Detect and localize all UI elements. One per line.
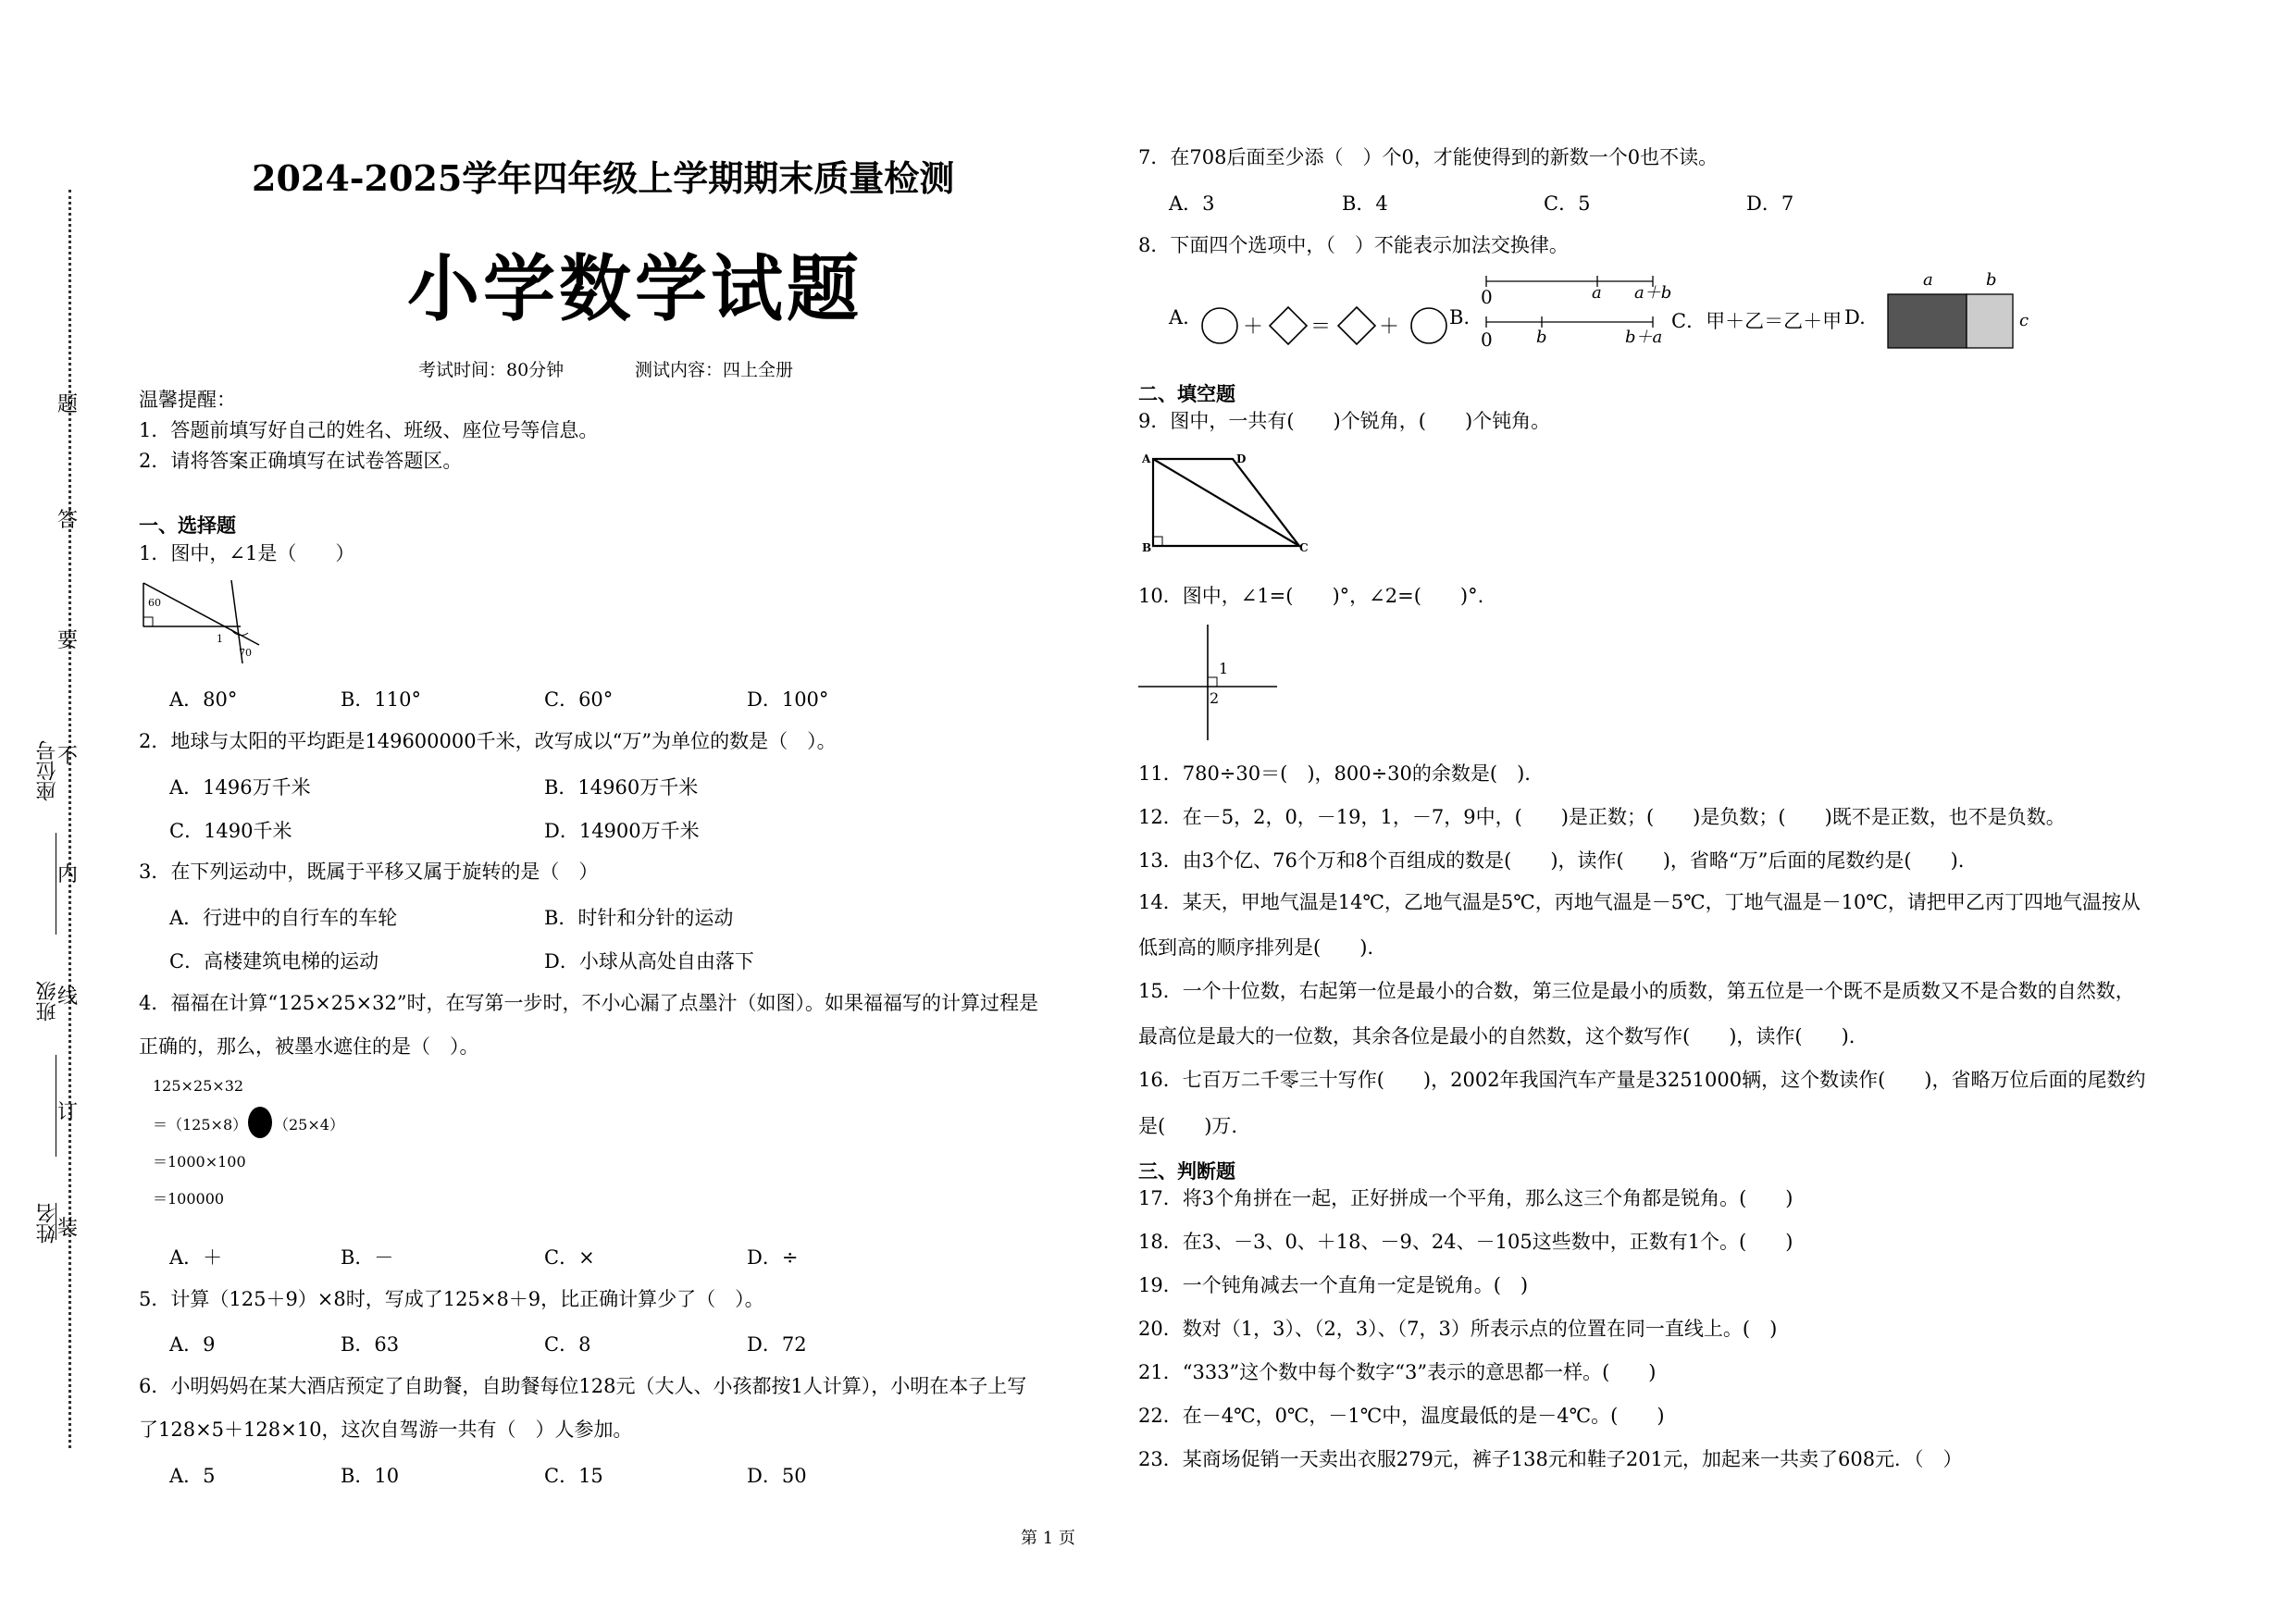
q11-text: 11．780÷30＝( )，800÷30的余数是( ).	[1138, 762, 1531, 785]
svg-text:＋: ＋	[1379, 316, 1400, 339]
q8-text: 8．下面四个选项中，（ ）不能表示加法交换律。	[1138, 234, 1569, 256]
binding-char: 内	[57, 863, 79, 886]
q3-text: 3．在下列运动中，既属于平移又属于旋转的是（ ）	[139, 861, 599, 883]
q8-option-a-shapes	[1199, 302, 1451, 350]
q16-text-cont: 是( )万.	[1138, 1115, 1238, 1137]
q10-angle-1: 1	[1219, 660, 1229, 677]
q17-text: 17．将3个角拼在一起，正好拼成一个平角，那么这三个角都是锐角。( )	[1138, 1187, 1793, 1209]
exam-title: 2024-2025学年四年级上学期期末质量检测	[252, 157, 955, 199]
q3-option-a[interactable]: A．行进中的自行车的车轮	[169, 907, 398, 929]
binding-char: 题	[57, 393, 79, 416]
q2-option-a[interactable]: A．1496万千米	[169, 776, 311, 799]
q9-text: 9．图中，一共有( )个锐角，( )个钝角。	[1138, 410, 1551, 432]
q7-option-c[interactable]: C．5	[1544, 192, 1591, 215]
exam-time: 考试时间：80分钟	[418, 360, 565, 380]
q4-option-b[interactable]: B．－	[341, 1246, 394, 1269]
rect-label-c: c	[2019, 311, 2029, 330]
q4-option-d[interactable]: D．÷	[747, 1246, 799, 1269]
q12-text: 12．在－5，2，0，－19，1，－7，9中，( )是正数；( )是负数；( )既不是正数，也不是负数。	[1138, 806, 2066, 828]
q1-option-a[interactable]: A．80°	[169, 688, 238, 711]
q8-number-lines	[1477, 268, 1681, 361]
q4-calc-line: ＝1000×100	[153, 1153, 246, 1171]
q19-text: 19．一个钝角减去一个直角一定是锐角。( )	[1138, 1274, 1529, 1296]
q3-option-d[interactable]: D．小球从高处自由落下	[544, 950, 754, 973]
binding-char: 不	[57, 745, 79, 768]
q9-figure	[1140, 448, 1316, 554]
name-label: 姓名	[36, 1203, 59, 1244]
q6-option-a[interactable]: A．5	[169, 1465, 216, 1487]
q8-rectangle-figure	[1879, 266, 2036, 354]
binding-char: 装	[57, 1217, 79, 1240]
q4-calc-line: （25×4）	[274, 1116, 344, 1134]
q16-text: 16．七百万二千零三十写作( )，2002年我国汽车产量是3251000辆，这个数读作( )，省略万位后面的尾数约	[1138, 1069, 2146, 1091]
numberline-b-plus-a: b＋a	[1625, 328, 1663, 347]
q2-option-d[interactable]: D．14900万千米	[544, 820, 700, 842]
q7-option-a[interactable]: A．3	[1169, 192, 1215, 215]
q1-text: 1．图中，∠1是（ ）	[139, 542, 355, 564]
q3-option-b[interactable]: B．时针和分针的运动	[544, 907, 734, 929]
q9-vertex-b: B	[1142, 541, 1152, 554]
q8-option-c[interactable]: C．甲＋乙＝乙＋甲	[1671, 310, 1843, 332]
q6-option-b[interactable]: B．10	[341, 1465, 400, 1487]
seat-label: 座位号	[36, 740, 59, 801]
section-choice: 一、选择题	[139, 514, 236, 537]
q8-option-b[interactable]: B.	[1449, 306, 1471, 328]
q5-option-a[interactable]: A．9	[169, 1333, 216, 1356]
section-fill: 二、填空题	[1138, 383, 1235, 405]
binding-char: 订	[57, 1101, 79, 1124]
q15-text-cont: 最高位是最大的一位数，其余各位是最小的自然数，这个数写作( )，读作( ).	[1138, 1025, 1855, 1047]
q14-text: 14．某天，甲地气温是14℃，乙地气温是5℃，丙地气温是－5℃，丁地气温是－10℃，请把甲乙丙丁四地气温按从	[1138, 891, 2141, 913]
q1-option-b[interactable]: B．110°	[341, 688, 422, 711]
numberline-zero: 0	[1481, 328, 1493, 351]
numberline-zero: 0	[1481, 286, 1493, 308]
q18-text: 18．在3、－3、0、＋18、－9、24、－105这些数中，正数有1个。( )	[1138, 1231, 1793, 1253]
q8-option-d[interactable]: D.	[1844, 306, 1866, 328]
svg-text:＋: ＋	[1243, 316, 1264, 339]
q9-vertex-a: A	[1142, 452, 1151, 465]
binding-char: 线	[57, 985, 79, 1009]
exam-content: 测试内容：四上全册	[635, 360, 794, 380]
q5-option-b[interactable]: B．63	[341, 1333, 400, 1356]
q2-text: 2．地球与太阳的平均距是149600000千米，改写成以“万”为单位的数是（ ）。	[139, 730, 837, 752]
q7-text: 7．在708后面至少添（ ）个0，才能使得到的新数一个0也不读。	[1138, 146, 1719, 168]
q3-option-c[interactable]: C．高楼建筑电梯的运动	[169, 950, 379, 973]
q6-text-cont: 了128×5＋128×10，这次自驾游一共有（ ）人参加。	[139, 1419, 633, 1441]
q4-text: 4．福福在计算“125×25×32”时，在写第一步时，不小心漏了点墨汁（如图）。如果福福写的计算过程是	[139, 992, 1039, 1014]
q5-text: 5．计算（125＋9）×8时，写成了125×8＋9，比正确计算少了（ ）。	[139, 1288, 764, 1310]
q14-text-cont: 低到高的顺序排列是( ).	[1138, 936, 1374, 959]
q1-option-d[interactable]: D．100°	[747, 688, 829, 711]
binding-dotted-line	[68, 190, 71, 1448]
section-judge: 三、判断题	[1138, 1160, 1235, 1183]
numberline-a: a	[1592, 283, 1602, 303]
ink-blot	[248, 1107, 272, 1138]
q9-vertex-c: C	[1299, 541, 1309, 554]
q4-text-cont: 正确的，那么，被墨水遮住的是（ ）。	[139, 1035, 479, 1058]
q15-text: 15．一个十位数，右起第一位是最小的合数，第三位是最小的质数，第五位是一个既不是质数又不是合数的自然数，	[1138, 980, 2135, 1002]
q1-angle-label: 1	[217, 633, 223, 645]
tips-heading: 温馨提醒：	[139, 389, 236, 411]
page-number: 第 1 页	[1021, 1529, 1075, 1548]
tips-item: 2．请将答案正确填写在试卷答题区。	[139, 450, 463, 472]
q4-option-a[interactable]: A．＋	[169, 1246, 223, 1269]
q23-text: 23．某商场促销一天卖出衣服279元，裤子138元和鞋子201元，加起来一共卖了608元．（ ）	[1138, 1448, 1963, 1470]
q4-option-c[interactable]: C．×	[544, 1246, 595, 1269]
q4-calc-line: 125×25×32	[153, 1077, 244, 1095]
q21-text: 21．“333”这个数中每个数字“3”表示的意思都一样。( )	[1138, 1361, 1657, 1383]
q7-option-d[interactable]: D．7	[1746, 192, 1794, 215]
q5-option-c[interactable]: C．8	[544, 1333, 591, 1356]
binding-char: 要	[57, 629, 79, 652]
svg-text:＝: ＝	[1310, 316, 1332, 339]
numberline-a-plus-b: a＋b	[1634, 283, 1672, 303]
q20-text: 20．数对（1，3）、（2，3）、（7，3）所表示点的位置在同一直线上。( )	[1138, 1318, 1778, 1340]
q10-text: 10．图中，∠1=( )°，∠2=( )°.	[1138, 585, 1484, 607]
q9-vertex-d: D	[1236, 452, 1247, 465]
q1-angle-top: 60	[148, 597, 161, 609]
q13-text: 13．由3个亿、76个万和8个百组成的数是( )，读作( )，省略“万”后面的尾数约是( ).	[1138, 849, 1965, 872]
q22-text: 22．在－4℃，0℃，－1℃中，温度最低的是－4℃。( )	[1138, 1405, 1665, 1427]
class-label: 班级	[36, 981, 59, 1022]
q1-option-c[interactable]: C．60°	[544, 688, 614, 711]
q6-option-d[interactable]: D．50	[747, 1465, 807, 1487]
rect-label-b: b	[1986, 270, 1997, 290]
binding-char: 答	[57, 509, 79, 532]
q7-option-b[interactable]: B．4	[1342, 192, 1388, 215]
tips-item: 1．答题前填写好自己的姓名、班级、座位号等信息。	[139, 419, 599, 441]
q4-calc-line: ＝100000	[153, 1190, 225, 1208]
q2-option-c[interactable]: C．1490千米	[169, 820, 292, 842]
q1-figure	[139, 576, 268, 663]
q10-angle-2: 2	[1210, 689, 1220, 707]
q2-option-b[interactable]: B．14960万千米	[544, 776, 699, 799]
numberline-b: b	[1536, 328, 1547, 347]
rect-label-a: a	[1923, 270, 1933, 290]
q6-text: 6．小明妈妈在某大酒店预定了自助餐，自助餐每位128元（大人、小孩都按1人计算），小明在本子上写	[139, 1375, 1027, 1397]
q4-calc-line: ＝（125×8）	[153, 1116, 248, 1134]
exam-subtitle: 小学数学试题	[407, 247, 863, 331]
q6-option-c[interactable]: C．15	[544, 1465, 603, 1487]
q8-option-a[interactable]: A.	[1169, 306, 1189, 328]
q1-angle-bottom: 70	[239, 647, 252, 659]
q10-figure	[1134, 620, 1282, 745]
q5-option-d[interactable]: D．72	[747, 1333, 807, 1356]
